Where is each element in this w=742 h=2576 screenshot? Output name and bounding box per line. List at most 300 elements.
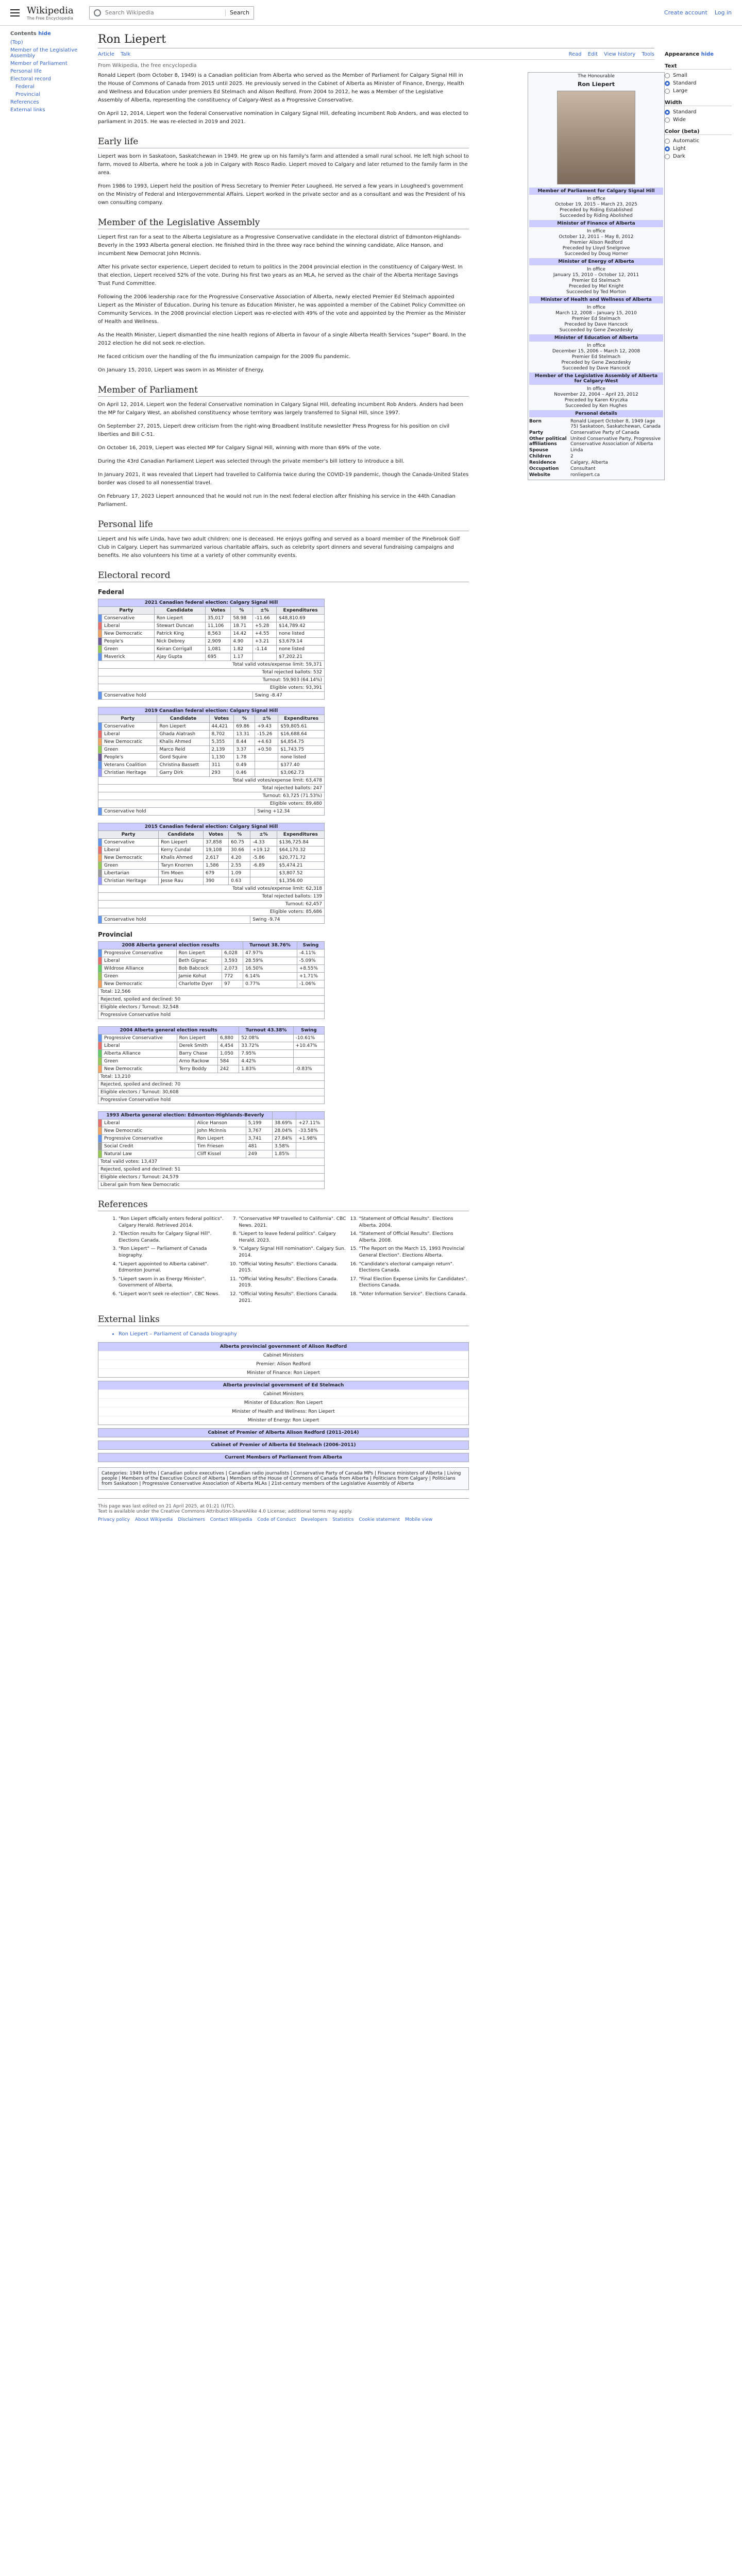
column-header: Party xyxy=(98,715,157,723)
footer-link[interactable]: Developers xyxy=(301,1517,328,1523)
table-cell-link[interactable]: Arno Rackow xyxy=(177,1058,217,1065)
table-cell-link[interactable]: Liberal xyxy=(102,731,157,738)
table-cell-link[interactable]: Conservative xyxy=(102,615,155,622)
swing-cell: Swing xyxy=(297,942,324,950)
table-row xyxy=(98,615,325,622)
infobox-detail xyxy=(529,436,663,447)
navbox-row[interactable]: Cabinet Ministers xyxy=(98,1351,468,1360)
reference-item[interactable]: 3. "Ron Liepert" — Parliament of Canada biography. xyxy=(119,1246,228,1259)
election-caption-cell[interactable]: 2015 Canadian federal election: Calgary Signal Hill xyxy=(98,823,325,831)
turnout-cell: Turnout 43.38% xyxy=(239,1027,293,1035)
election-table xyxy=(98,707,325,816)
table-cell-link[interactable]: Keiran Corrigall xyxy=(154,646,205,653)
infobox-row: In office xyxy=(587,267,605,272)
table-cell-link[interactable]: Green xyxy=(102,862,159,870)
table-cell-link[interactable]: John McInnis xyxy=(195,1127,246,1135)
total-row xyxy=(98,1158,325,1166)
table-cell-link[interactable]: Taryn Knorren xyxy=(159,862,204,870)
table-cell-link[interactable]: Liberal xyxy=(102,846,159,854)
infobox-honorific: The Honourable xyxy=(578,74,615,79)
tab[interactable]: Article xyxy=(98,52,115,57)
table-cell-link[interactable]: Terry Boddy xyxy=(177,1065,217,1073)
table-cell-link[interactable]: Khalis Ahmed xyxy=(157,738,209,746)
table-cell-link[interactable]: Green xyxy=(102,646,155,653)
table-cell-link[interactable]: Maverick xyxy=(102,653,155,661)
reference-item[interactable]: 11. "Official Voting Results". Elections Canada. 2019. xyxy=(239,1276,348,1289)
reference-item[interactable]: 18. "Voter Information Service". Elections Canada. xyxy=(359,1291,469,1298)
party-color xyxy=(98,731,102,738)
table-cell-link[interactable]: Wildrose Alliance xyxy=(102,965,177,973)
table-cell: 311 xyxy=(209,761,234,769)
infobox-office-heading[interactable]: Member of the Legislative Assembly of Alberta for Calgary-West xyxy=(529,372,663,385)
total-row xyxy=(98,777,325,785)
external-link[interactable]: • Ron Liepert – Parliament of Canada biography xyxy=(119,1331,469,1337)
infobox-value: ronliepert.ca xyxy=(570,472,600,478)
paragraph: On January 15, 2010, Liepert was sworn in as Minister of Energy. xyxy=(98,367,264,373)
navbox-title[interactable]: Alberta provincial government of Alison Redford xyxy=(98,1343,468,1351)
section-federal: Federal xyxy=(98,588,124,596)
provincial-election-table xyxy=(98,1026,325,1104)
party-color xyxy=(98,846,102,854)
total-row xyxy=(98,893,325,901)
table-cell xyxy=(255,769,278,777)
section-mla: Member of the Legislative Assembly xyxy=(98,217,469,229)
table-cell-link[interactable]: Bob Babcock xyxy=(176,965,222,973)
tab[interactable]: Read xyxy=(568,52,582,57)
infobox-row: Preceded by Dave Hancock xyxy=(564,322,628,327)
appearance-option[interactable] xyxy=(665,88,732,94)
table-cell-link[interactable]: Progressive Conservative xyxy=(102,1135,195,1143)
footer-link[interactable]: Mobile view xyxy=(405,1517,433,1523)
infobox-label: Website xyxy=(529,472,551,478)
infobox-detail xyxy=(529,472,663,478)
table-cell: 695 xyxy=(205,653,230,661)
footer-link[interactable]: Code of Conduct xyxy=(257,1517,296,1523)
table-cell-link[interactable]: Marco Reid xyxy=(157,746,209,754)
table-row xyxy=(98,1042,325,1050)
table-cell: $1,743.75 xyxy=(278,746,325,754)
table-cell: 38.69% xyxy=(272,1120,296,1127)
radio-button[interactable] xyxy=(665,89,670,94)
table-cell-link[interactable]: Liberal xyxy=(102,622,155,630)
total-row xyxy=(98,684,325,692)
reference-item[interactable]: 1. "Ron Liepert officially enters federal politics". Calgary Herald. Retrieved 2014. xyxy=(119,1216,228,1229)
infobox-detail xyxy=(529,419,663,429)
column-header: % xyxy=(231,607,252,615)
party-color xyxy=(98,1042,102,1050)
infobox-row: Succeeded by Dave Hancock xyxy=(562,366,630,371)
footer-link[interactable]: About Wikipedia xyxy=(134,1517,173,1523)
total-row xyxy=(98,988,325,996)
table-cell-link[interactable]: Patrick King xyxy=(154,630,205,638)
table-cell-link[interactable]: Veterans Coalition xyxy=(102,761,157,769)
table-cell-link[interactable]: People's xyxy=(102,754,157,761)
toc-hide-button[interactable]: hide xyxy=(38,31,51,37)
table-cell-link[interactable]: Jamie Kohut xyxy=(176,973,222,980)
table-cell-link[interactable]: Derek Smith xyxy=(177,1042,217,1050)
total-cell: Turnout: 63,725 (71.53%) xyxy=(98,792,325,800)
table-cell-link[interactable]: Cliff Kissel xyxy=(195,1150,246,1158)
party-color xyxy=(98,980,102,988)
table-cell-link[interactable]: Garry Dirk xyxy=(157,769,209,777)
table-cell-link[interactable]: Liberal xyxy=(102,1042,177,1050)
table-cell: -6.89 xyxy=(250,862,277,870)
party-color xyxy=(98,950,102,957)
election-caption-cell[interactable]: 2008 Alberta general election results xyxy=(98,942,243,950)
paragraph: After his private sector experience, Liepert decided to return to politics in the 2004 provincial election in the constituency of Calgary-West. In that election, Liepert received 52% of the vote. During his first two years as an MLA, he served as the chair of the Alberta Heritage Savings Trust Fund Committee. xyxy=(98,264,463,286)
navbox-row[interactable]: Minister of Finance: Ron Liepert xyxy=(98,1368,468,1377)
table-cell: 8,702 xyxy=(209,731,234,738)
reference-item[interactable]: 9. "Calgary Signal Hill nomination". Calgary Sun. 2014. xyxy=(239,1246,348,1259)
appearance-option[interactable] xyxy=(665,117,732,123)
appearance-option[interactable] xyxy=(665,138,732,144)
radio-button[interactable] xyxy=(665,73,670,78)
table-cell: +1.98% xyxy=(296,1135,325,1143)
table-cell-link[interactable]: Christina Bassett xyxy=(157,761,209,769)
table-row xyxy=(98,1050,325,1058)
user-link[interactable]: Create account xyxy=(664,9,707,16)
table-row xyxy=(98,622,325,630)
table-cell: 4.90 xyxy=(231,638,252,646)
table-cell-link[interactable]: New Democratic xyxy=(102,630,155,638)
paragraph: On September 27, 2015, Liepert drew criticism from the right-wing Broadbent Institute newsletter Press Progress for his position on civil liberties and Bill C-51. xyxy=(98,423,450,437)
radio-button[interactable] xyxy=(665,154,670,159)
navbox-row[interactable]: Minister of Health and Wellness: Ron Liepert xyxy=(98,1407,468,1416)
total-cell: Progressive Conservative hold xyxy=(98,1011,325,1019)
search-button[interactable]: Search xyxy=(225,9,249,16)
table-cell: 1.78 xyxy=(234,754,255,761)
table-cell-link[interactable]: Ajay Gupta xyxy=(154,653,205,661)
toc-item[interactable]: External links xyxy=(10,107,45,113)
appearance-group-heading: Color (beta) xyxy=(665,129,732,135)
navbox-row[interactable]: Minister of Education: Ron Liepert xyxy=(98,1398,468,1407)
party-color xyxy=(98,1120,102,1127)
table-cell-link[interactable]: Nick Debrey xyxy=(154,638,205,646)
infobox-office-heading[interactable]: Member of Parliament for Calgary Signal Hill xyxy=(529,188,663,195)
column-header: ±% xyxy=(255,715,278,723)
toc-item[interactable]: Electoral record xyxy=(10,76,51,82)
infobox-label: Party xyxy=(529,430,544,435)
table-cell: -5.09% xyxy=(297,957,324,965)
table-cell-link[interactable]: Ron Liepert xyxy=(176,950,222,957)
total-row xyxy=(98,785,325,792)
table-cell-link[interactable]: New Democratic xyxy=(102,854,159,862)
table-cell: 60.75 xyxy=(229,839,250,846)
radio-button[interactable] xyxy=(665,117,670,123)
election-caption xyxy=(98,707,325,715)
table-row xyxy=(98,738,325,746)
party-color xyxy=(98,1035,102,1042)
total-row xyxy=(98,661,325,669)
table-cell-link[interactable]: New Democratic xyxy=(102,1065,177,1073)
table-cell-link[interactable]: Progressive Conservative xyxy=(102,950,177,957)
column-header: Expenditures xyxy=(278,715,325,723)
election-caption-cell[interactable]: 1993 Alberta general election: Edmonton-Highlands-Beverly xyxy=(98,1112,273,1120)
paragraph: He faced criticism over the handling of the flu immunization campaign for the 2009 flu pandemic. xyxy=(98,354,351,360)
portrait-image[interactable] xyxy=(557,91,635,184)
table-cell-link[interactable]: Green xyxy=(102,1058,177,1065)
radio-button[interactable] xyxy=(665,146,670,151)
table-row xyxy=(98,950,325,957)
toc-item[interactable]: Provincial xyxy=(15,92,41,97)
result-cell[interactable]: Conservative hold xyxy=(102,916,250,924)
infobox-office-heading[interactable]: Minister of Finance of Alberta xyxy=(529,220,663,227)
table-cell: 0.46 xyxy=(234,769,255,777)
table-cell: 6,880 xyxy=(218,1035,239,1042)
infobox-row: Premier Ed Stelmach xyxy=(571,354,621,360)
party-color xyxy=(98,1127,102,1135)
reference-item[interactable]: 2. "Election results for Calgary Signal Hill". Elections Canada. xyxy=(119,1231,228,1244)
tab[interactable]: Talk xyxy=(121,52,131,57)
user-link[interactable]: Log in xyxy=(714,9,732,16)
footer-link[interactable]: Cookie statement xyxy=(359,1517,400,1523)
party-color xyxy=(98,973,102,980)
navbox-row[interactable]: Premier: Alison Redford xyxy=(98,1360,468,1368)
toc-item[interactable]: References xyxy=(10,99,39,105)
paragraph: On April 12, 2014, Liepert won the federal Conservative nomination in Calgary Signal Hill, defeating incumbent Rob Anders. Anders had been the MP for Calgary West, an abolished constituency whose territory was largely transferred to Signal Hill, since 1997. xyxy=(98,402,464,416)
party-color xyxy=(98,1050,102,1058)
result-cell[interactable]: Conservative hold xyxy=(102,808,255,816)
table-cell-link[interactable]: New Democratic xyxy=(102,738,157,746)
reference-item[interactable]: 17. "Final Election Expense Limits for Candidates". Elections Canada. xyxy=(359,1276,469,1289)
table-cell: 390 xyxy=(203,877,228,885)
infobox-detail xyxy=(529,454,663,459)
table-cell-link[interactable]: Conservative xyxy=(102,723,157,731)
table-row xyxy=(98,862,325,870)
table-row xyxy=(98,638,325,646)
total-cell: Liberal gain from New Democratic xyxy=(98,1181,325,1189)
search-input[interactable]: Search Wikipedia Search xyxy=(89,6,254,20)
swing-cell: Swing +12.34 xyxy=(255,808,325,816)
table-cell xyxy=(252,653,276,661)
infobox-row: December 15, 2006 – March 12, 2008 xyxy=(552,349,640,354)
reference-item[interactable]: 16. "Candidate's electoral campaign return". Elections Canada. xyxy=(359,1261,469,1274)
navbox-title[interactable]: Current Members of Parliament from Alberta xyxy=(98,1453,468,1462)
table-cell-link[interactable]: Khalis Ahmed xyxy=(159,854,204,862)
table-cell-link[interactable]: Ron Liepert xyxy=(177,1035,217,1042)
category-links[interactable]: Categories: 1949 births | Canadian police executives | Canadian radio journalists | Conservative Party of Canada MPs | Finance ministers of Alberta | Living people | Members of the Executive Council of Alberta | Members of the House of Commons of Canada from Alberta | Politicians from Calgary | Politicians from Saskatoon | Progressive Conservative Association of Alberta MLAs | 21st-century members of the Legislative Assembly of Alberta xyxy=(98,1467,469,1490)
appearance-option[interactable] xyxy=(665,109,732,115)
navbox-row[interactable]: Minister of Energy: Ron Liepert xyxy=(98,1416,468,1425)
table-cell: 1.83% xyxy=(239,1065,293,1073)
table-cell-link[interactable]: Progressive Conservative xyxy=(102,1035,177,1042)
table-cell: $377.40 xyxy=(278,761,325,769)
party-color xyxy=(98,808,102,816)
table-cell: 2.55 xyxy=(229,862,250,870)
table-cell: 8.44 xyxy=(234,738,255,746)
main-menu-icon[interactable] xyxy=(10,9,20,16)
table-cell: 481 xyxy=(246,1143,272,1150)
table-cell xyxy=(293,1058,324,1065)
paragraph: On October 16, 2019, Liepert was elected MP for Calgary Signal Hill, winning with more than 69% of the vote. xyxy=(98,445,381,451)
radio-button[interactable] xyxy=(665,81,670,86)
table-cell: none listed xyxy=(277,646,325,653)
table-cell-link[interactable]: Ron Liepert xyxy=(159,839,204,846)
tab[interactable]: Edit xyxy=(587,52,598,57)
appearance-option[interactable] xyxy=(665,154,732,159)
column-header: Candidate xyxy=(154,607,205,615)
column-header: Expenditures xyxy=(277,607,325,615)
table-cell-link[interactable]: Conservative xyxy=(102,839,159,846)
table-cell-link[interactable]: Tim Moen xyxy=(159,870,204,877)
radio-button[interactable] xyxy=(665,139,670,144)
reference-item[interactable]: 6. "Liepert won't seek re-election". CBC News. xyxy=(119,1291,228,1298)
table-cell-link[interactable]: Ron Liepert xyxy=(154,615,205,622)
table-cell-link[interactable]: Gord Squire xyxy=(157,754,209,761)
appearance-hide-button[interactable]: hide xyxy=(701,52,714,57)
column-header: Expenditures xyxy=(277,831,324,839)
appearance-option[interactable] xyxy=(665,146,732,151)
reference-item[interactable]: 13. "Statement of Official Results". Elections Alberta. 2004. xyxy=(359,1216,469,1229)
table-row xyxy=(98,957,325,965)
table-row xyxy=(98,965,325,973)
table-cell-link[interactable]: Green xyxy=(102,746,157,754)
result-cell[interactable]: Conservative hold xyxy=(102,692,253,700)
footer-link[interactable]: Statistics xyxy=(332,1517,354,1523)
table-cell-link[interactable]: Ron Liepert xyxy=(195,1135,246,1143)
table-cell-link[interactable]: Green xyxy=(102,973,177,980)
table-row xyxy=(98,870,325,877)
table-row xyxy=(98,973,325,980)
reference-item[interactable]: 15. "The Report on the March 15, 1993 Provincial General Election". Elections Alberta. xyxy=(359,1246,469,1259)
election-table xyxy=(98,823,325,924)
option-label: Dark xyxy=(673,154,685,159)
table-cell-link[interactable]: Liberal xyxy=(102,957,177,965)
wikipedia-logo[interactable]: Wikipedia The Free Encyclopedia xyxy=(27,5,74,21)
table-cell-link[interactable]: Kerry Cundal xyxy=(159,846,204,854)
appearance-option[interactable] xyxy=(665,73,732,78)
footer-link[interactable]: Contact Wikipedia xyxy=(210,1517,252,1523)
navbox-title[interactable]: Cabinet of Premier of Alberta Alison Redford (2011–2014) xyxy=(98,1429,468,1437)
table-cell-link[interactable]: New Democratic xyxy=(102,1127,195,1135)
table-cell-link[interactable]: Alberta Alliance xyxy=(102,1050,177,1058)
infobox-row: Succeeded by Doug Horner xyxy=(564,251,628,257)
table-cell: $4,854.75 xyxy=(278,738,325,746)
toc-item[interactable]: Member of the Legislative Assembly xyxy=(10,47,78,59)
election-caption-cell[interactable]: 2004 Alberta general election results xyxy=(98,1027,239,1035)
toc-item[interactable]: Personal life xyxy=(10,69,42,74)
tab[interactable]: View history xyxy=(604,52,636,57)
table-cell-link[interactable]: Jesse Rau xyxy=(159,877,204,885)
election-caption-cell[interactable]: 2021 Canadian federal election: Calgary Signal Hill xyxy=(98,599,325,607)
table-cell: $3,062.73 xyxy=(278,769,325,777)
table-cell: 18.71 xyxy=(231,622,252,630)
table-cell-link[interactable]: Stewart Duncan xyxy=(154,622,205,630)
table-row xyxy=(98,746,325,754)
footer-link[interactable]: Disclaimers xyxy=(178,1517,205,1523)
toc-item[interactable]: (Top) xyxy=(10,40,23,45)
table-cell-link[interactable]: Natural Law xyxy=(102,1150,195,1158)
table-cell: 4,454 xyxy=(218,1042,239,1050)
infobox-office-heading[interactable]: Minister of Energy of Alberta xyxy=(529,258,663,265)
navbox-title[interactable]: Cabinet of Premier of Alberta Ed Stelmach (2006–2011) xyxy=(98,1441,468,1449)
reference-item[interactable]: 4. "Liepert appointed to Alberta cabinet". Edmonton Journal. xyxy=(119,1261,228,1274)
table-cell: 4.20 xyxy=(229,854,250,862)
reference-item[interactable]: 7. "Conservative MP travelled to California". CBC News. 2021. xyxy=(239,1216,348,1229)
section-external-links: External links xyxy=(98,1314,469,1326)
table-cell: 19,108 xyxy=(203,846,228,854)
table-cell: 69.86 xyxy=(234,723,255,731)
table-cell: -4.11% xyxy=(297,950,324,957)
table-cell-link[interactable]: Christian Heritage xyxy=(102,769,157,777)
total-cell: Turnout: 59,903 (64.14%) xyxy=(98,676,325,684)
election-caption xyxy=(98,823,325,831)
party-color xyxy=(98,754,102,761)
party-color xyxy=(98,746,102,754)
paragraph: Following the 2006 leadership race for the Progressive Conservative Association of Alberta, newly elected Premier Ed Stelmach appointed Liepert as the Minister of Education. During his tenure as Education Minister, he was appointed a member of the Cabinet Policy Committee on Community Services. In the 2008 provincial election Liepert was re-elected with 49% of the vote and appointed by the Premier as the Minister of Health and Wellness. xyxy=(98,294,466,325)
appearance-option[interactable] xyxy=(665,80,732,86)
table-cell: 3,741 xyxy=(246,1135,272,1143)
table-cell: $14,789.42 xyxy=(277,622,325,630)
navbox-row[interactable]: Cabinet Ministers xyxy=(98,1389,468,1398)
toc-item[interactable]: Member of Parliament xyxy=(10,61,68,66)
table-cell: $1,356.00 xyxy=(277,877,324,885)
infobox-office-heading[interactable]: Minister of Health and Wellness of Alberta xyxy=(529,296,663,303)
table-cell-link[interactable]: Social Credit xyxy=(102,1143,195,1150)
table-cell-link[interactable]: Libertarian xyxy=(102,870,159,877)
table-cell-link[interactable]: Ghada Alatrash xyxy=(157,731,209,738)
table-cell: $5,474.21 xyxy=(277,862,324,870)
table-cell: 1.82 xyxy=(231,646,252,653)
provincial-election-table xyxy=(98,1111,325,1189)
party-color xyxy=(98,1135,102,1143)
paragraph: Liepert first ran for a seat to the Alberta Legislature as a Progressive Conservative candidate in the electoral district of Edmonton-Highlands-Beverly in the 1993 Alberta general election. He finished third in the three way race behind the winning candidate, Alice Hanson, and incumbent New Democrat John McInnis. xyxy=(98,234,462,257)
table-cell-link[interactable]: Tim Friesen xyxy=(195,1143,246,1150)
election-caption-cell[interactable]: 2019 Canadian federal election: Calgary Signal Hill xyxy=(98,707,325,715)
total-row xyxy=(98,1089,325,1096)
table-cell-link[interactable]: Barry Chase xyxy=(177,1050,217,1058)
reference-item[interactable]: 12. "Official Voting Results". Elections Canada. 2021. xyxy=(239,1291,348,1304)
reference-item[interactable]: 10. "Official Voting Results". Elections Canada. 2015. xyxy=(239,1261,348,1274)
toc-item[interactable]: Federal xyxy=(15,84,35,90)
table-row xyxy=(98,839,325,846)
table-cell-link[interactable]: Ron Liepert xyxy=(157,723,209,731)
toc-heading: Contents hide xyxy=(10,31,51,37)
reference-item[interactable]: 5. "Liepert sworn in as Energy Minister". Government of Alberta. xyxy=(119,1276,228,1289)
radio-button[interactable] xyxy=(665,110,670,115)
total-row xyxy=(98,1073,325,1081)
table-cell-link[interactable]: Alice Hanson xyxy=(195,1120,246,1127)
table-cell-link[interactable]: Christian Heritage xyxy=(102,877,159,885)
party-color xyxy=(98,1150,102,1158)
table-cell-link[interactable]: Beth Gignac xyxy=(176,957,222,965)
paragraph: Liepert and his wife Linda, have two adult children; one is deceased. He enjoys golfing and served as a board member of the Pinebrook Golf Club in Calgary. Liepert has summarized various charitable affairs, such as celebrity sport dinners and several fundraising campaigns and benefits. He also volunteers his time at a variety of other community events. xyxy=(98,536,460,558)
table-cell: -4.33 xyxy=(250,839,277,846)
infobox-office-heading[interactable]: Minister of Education of Alberta xyxy=(529,334,663,342)
navbox xyxy=(98,1453,469,1462)
table-cell-link[interactable]: People's xyxy=(102,638,155,646)
navbox-title[interactable]: Alberta provincial government of Ed Stelmach xyxy=(98,1381,468,1389)
table-cell: 242 xyxy=(218,1065,239,1073)
infobox-row: Premier Ed Stelmach xyxy=(571,316,621,321)
reference-item[interactable]: 14. "Statement of Official Results". Elections Alberta. 2008. xyxy=(359,1231,469,1244)
party-color xyxy=(98,653,102,661)
footer-link[interactable]: Privacy policy xyxy=(98,1517,130,1523)
total-row xyxy=(98,1081,325,1089)
party-color xyxy=(98,615,102,622)
table-cell-link[interactable]: New Democratic xyxy=(102,980,177,988)
table-cell-link[interactable]: Liberal xyxy=(102,1120,195,1127)
table-cell-link[interactable]: Charlotte Dyer xyxy=(176,980,222,988)
column-header: ±% xyxy=(250,831,277,839)
table-cell: 1.09 xyxy=(229,870,250,877)
last-modified: This page was last edited on 21 April 2025, at 01:21 (UTC). xyxy=(98,1504,235,1510)
tab[interactable]: Tools xyxy=(642,52,654,57)
article xyxy=(88,26,665,1528)
table-row xyxy=(98,1127,325,1135)
reference-item[interactable]: 8. "Liepert to leave federal politics". Calgary Herald. 2023. xyxy=(239,1231,348,1244)
infobox-value: 2 xyxy=(570,454,574,459)
